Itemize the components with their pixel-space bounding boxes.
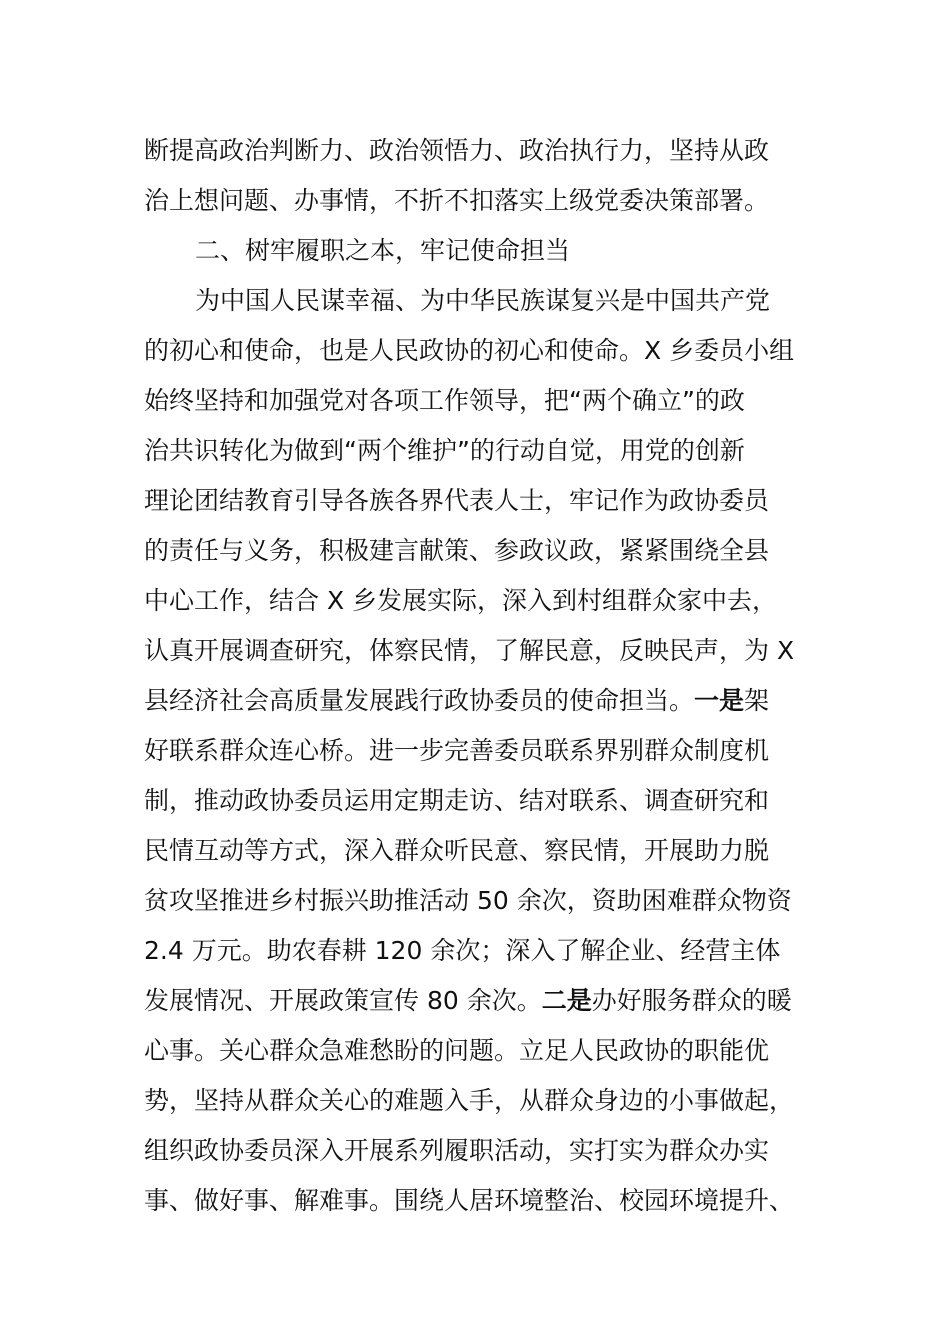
- bold-marker-first: 一是: [694, 686, 745, 715]
- text-line-14: 制，推动政协委员运用定期走访、结对联系、调查研究和: [144, 786, 770, 815]
- text-line-7: 治共识转化为做到“两个维护”的行动自觉，用党的创新: [144, 436, 745, 465]
- text-run: 县经济社会高质量发展践行政协委员的使命担当。: [144, 686, 695, 715]
- section-heading: 二、树牢履职之本，牢记使命担当: [195, 236, 571, 265]
- text-line-21: 组织政协委员深入开展系列履职活动，实打实为群众办实: [144, 1136, 770, 1165]
- text-line-22: 事、做好事、解难事。围绕人居环境整治、校园环境提升、: [144, 1186, 795, 1215]
- text-line-18: [144, 976, 814, 1026]
- text-line-17: 2.4 万元。助农春耕 120 余次；深入了解企业、经营主体: [144, 936, 781, 965]
- text-line-6: 始终坚持和加强党对各项工作领导，把“两个确立”的政: [144, 386, 745, 415]
- text-line-20: 势，坚持从群众关心的难题入手，从群众身边的小事做起，: [144, 1086, 795, 1115]
- text-line-16: 贫攻坚推进乡村振兴助推活动 50 余次，资助困难群众物资: [144, 886, 792, 915]
- text-line-10: 中心工作，结合 X 乡发展实际，深入到村组群众家中去，: [144, 586, 778, 615]
- text-line-1: 断提高政治判断力、政治领悟力、政治执行力，坚持从政: [144, 136, 770, 165]
- text-line-19: 心事。关心群众急难愁盼的问题。立足人民政协的职能优: [144, 1036, 770, 1065]
- bold-marker-second: 二是: [541, 986, 592, 1015]
- text-line-5: 的初心和使命，也是人民政协的初心和使命。X 乡委员小组: [144, 336, 795, 365]
- text-line-13: 好联系群众连心桥。进一步完善委员联系界别群众制度机: [144, 736, 770, 765]
- text-line-9: 的责任与义务，积极建言献策、参政议政，紧紧围绕全县: [144, 536, 770, 565]
- text-line-2: 治上想问题、办事情，不折不扣落实上级党委决策部署。: [144, 186, 770, 215]
- text-line-11: 认真开展调查研究，体察民情，了解民意，反映民声，为 X: [144, 636, 795, 665]
- text-line-8: 理论团结教育引导各族各界代表人士，牢记作为政协委员: [144, 486, 770, 515]
- text-run: 架: [744, 686, 770, 715]
- text-line-15: 民情互动等方式，深入群众听民意、察民情，开展助力脱: [144, 836, 770, 865]
- text-run: 办好服务群众的暖: [591, 986, 792, 1015]
- text-line-12: [144, 676, 814, 726]
- text-run: 发展情况、开展政策宣传 80 余次。: [144, 986, 542, 1015]
- paragraph-first-line: 为中国人民谋幸福、为中华民族谋复兴是中国共产党: [195, 286, 771, 315]
